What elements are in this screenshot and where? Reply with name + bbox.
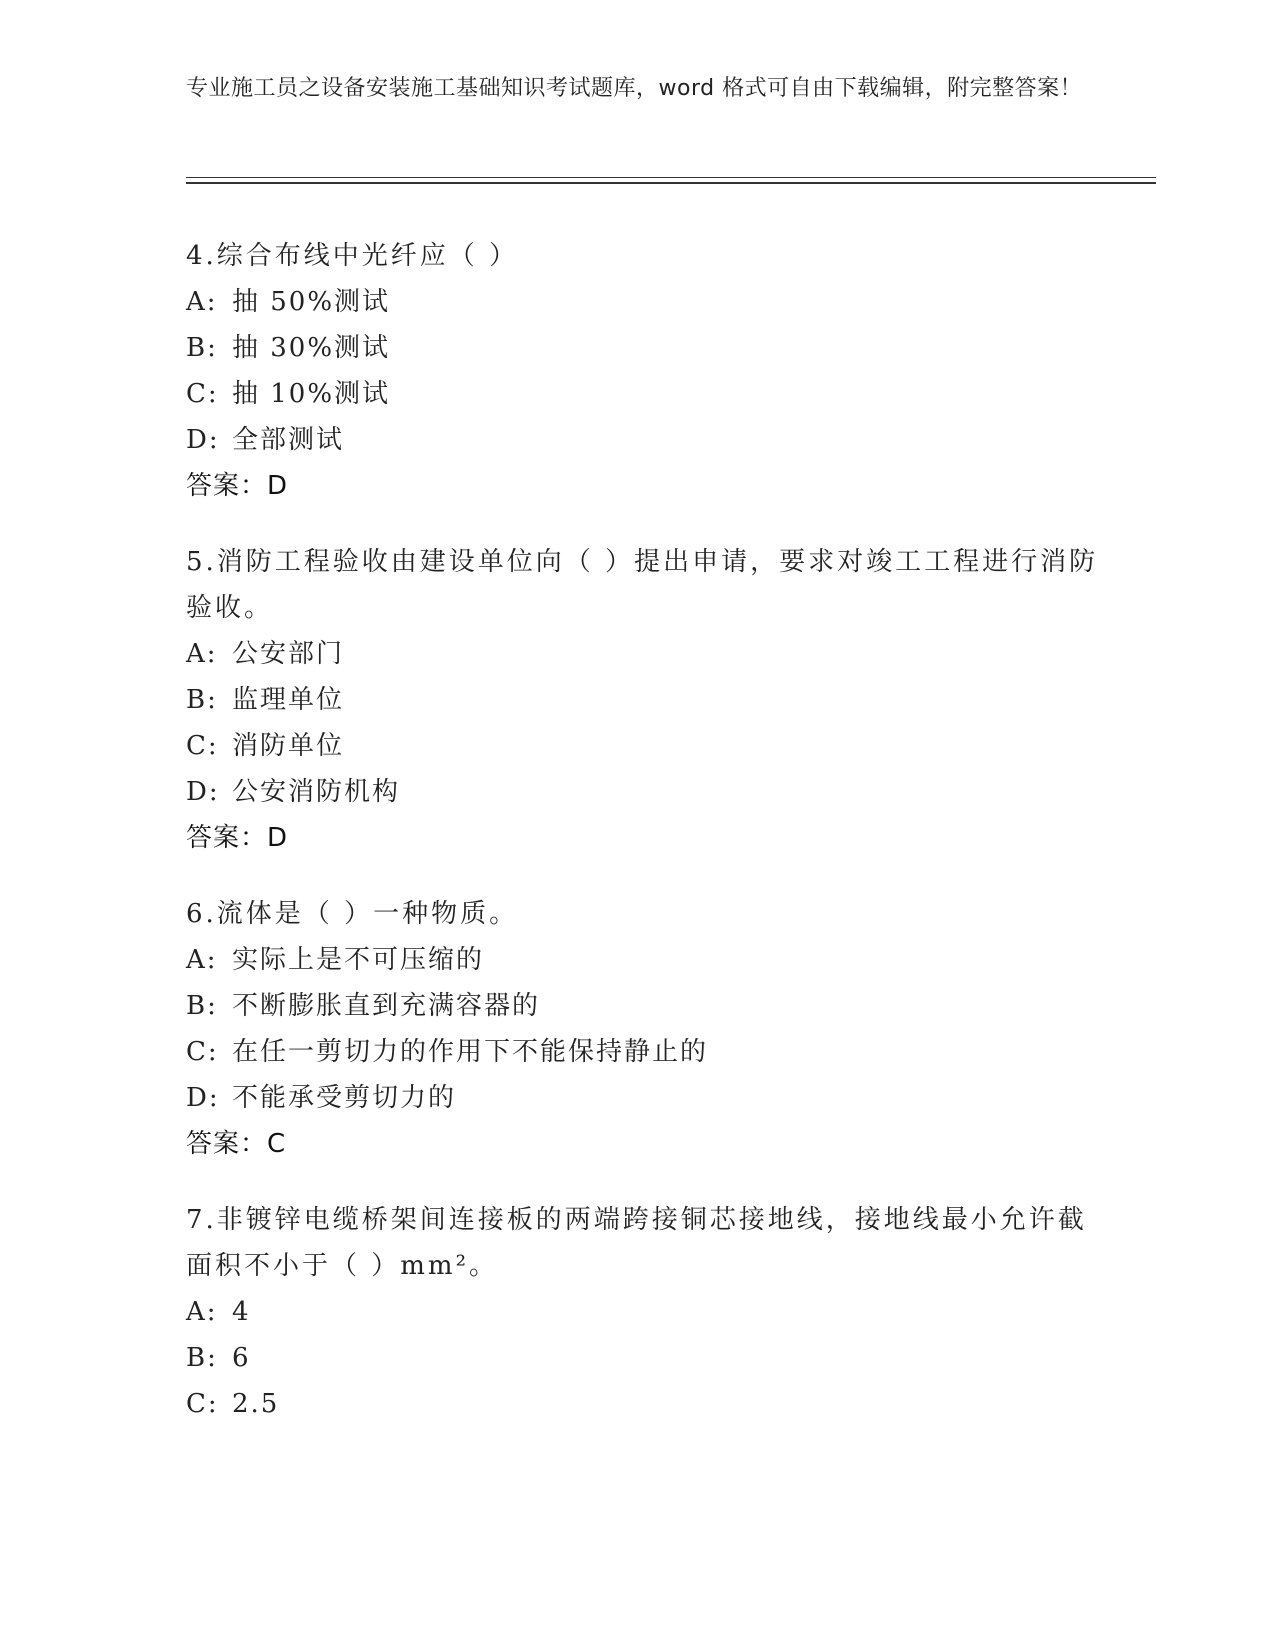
option-a [186, 1289, 1106, 1335]
option-letter: B: [186, 991, 218, 1021]
question-7 [186, 1197, 1106, 1427]
question-6 [186, 891, 1106, 1167]
option-c [186, 1381, 1106, 1427]
option-letter: A: [186, 639, 218, 669]
question-4 [186, 233, 1106, 509]
option-d [186, 769, 1106, 815]
option-text: 公安部门 [232, 639, 345, 669]
option-text: 抽 30%测试 [232, 333, 391, 363]
option-a [186, 937, 1106, 983]
option-letter: A: [186, 1297, 218, 1327]
option-text: 监理单位 [232, 685, 345, 715]
option-b [186, 983, 1106, 1029]
option-letter: B: [186, 685, 218, 715]
option-c [186, 371, 1106, 417]
question-stem: 4.综合布线中光纤应（ ） [186, 241, 519, 271]
option-c [186, 1029, 1106, 1075]
option-text: 公安消防机构 [232, 777, 401, 807]
option-text: 在任一剪切力的作用下不能保持静止的 [232, 1037, 709, 1067]
option-letter: B: [186, 333, 218, 363]
option-text: 全部测试 [232, 425, 345, 455]
option-b [186, 325, 1106, 371]
option-a [186, 631, 1106, 677]
option-text: 不能承受剪切力的 [232, 1083, 457, 1113]
option-letter: D: [186, 1083, 220, 1113]
option-text: 实际上是不可压缩的 [232, 945, 485, 975]
option-letter: C: [186, 379, 219, 409]
option-letter: A: [186, 945, 218, 975]
option-letter: B: [186, 1343, 218, 1373]
header-divider-bottom [186, 182, 1156, 184]
option-text: 4 [232, 1297, 251, 1327]
answer-line: 答案：D [186, 471, 289, 501]
option-text: 抽 10%测试 [232, 379, 391, 409]
option-letter: C: [186, 1389, 219, 1419]
option-text: 不断膨胀直到充满容器的 [232, 991, 541, 1021]
question-list [186, 233, 1106, 1457]
option-text: 6 [232, 1343, 251, 1373]
option-b [186, 1335, 1106, 1381]
option-letter: A: [186, 287, 218, 317]
header-divider-top [186, 177, 1156, 178]
option-c [186, 723, 1106, 769]
option-letter: C: [186, 731, 219, 761]
document-header: 专业施工员之设备安装施工基础知识考试题库，word 格式可自由下载编辑，附完整答案！ [186, 76, 1083, 101]
option-letter: D: [186, 425, 220, 455]
answer-line: 答案：C [186, 1129, 287, 1159]
option-d [186, 1075, 1106, 1121]
option-text: 2.5 [232, 1389, 280, 1419]
option-letter: D: [186, 777, 220, 807]
answer-line: 答案：D [186, 823, 289, 853]
question-stem: 6.流体是（ ）一种物质。 [186, 899, 519, 929]
question-stem: 5.消防工程验收由建设单位向（ ）提出申请，要求对竣工工程进行消防验收。 [186, 547, 1099, 623]
option-text: 消防单位 [232, 731, 345, 761]
question-5 [186, 539, 1106, 861]
option-text: 抽 50%测试 [232, 287, 391, 317]
option-b [186, 677, 1106, 723]
option-a [186, 279, 1106, 325]
question-stem: 7.非镀锌电缆桥架间连接板的两端跨接铜芯接地线，接地线最小允许截面积不小于（ ）mm²。 [186, 1205, 1087, 1281]
option-letter: C: [186, 1037, 219, 1067]
option-d [186, 417, 1106, 463]
